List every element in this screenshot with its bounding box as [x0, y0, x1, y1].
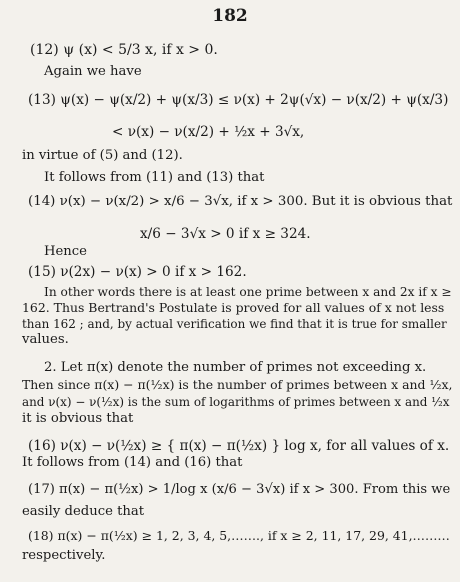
equation-13-continued: < ν(x) − ν(x/2) + ½x + 3√x,	[112, 124, 305, 140]
equation-13: (13) ψ(x) − ψ(x/2) + ψ(x/3) ≤ ν(x) + 2ψ(√x) − ν(x/2) + ψ(x/3)	[28, 92, 449, 108]
equation-16: (16) ν(x) − ν(½x) ≥ { π(x) − π(½x) } log x, for all values of x.	[28, 438, 450, 454]
text-line: and ν(x) − ν(½x) is the sum of logarithms of primes between x and ½x	[22, 395, 450, 409]
text-line: in virtue of (5) and (12).	[22, 148, 183, 163]
equation-15: (15) ν(2x) − ν(x) > 0 if x > 162.	[28, 264, 247, 280]
text-line: It follows from (14) and (16) that	[22, 455, 243, 470]
text-line: Hence	[44, 244, 87, 259]
text-line: 162. Thus Bertrand's Postulate is proved for all values of x not less	[22, 300, 445, 315]
equation-14: (14) ν(x) − ν(x/2) > x/6 − 3√x, if x > 300. But it is obvious that	[28, 194, 453, 209]
page-number: 182	[212, 6, 248, 26]
text-line: It follows from (11) and (13) that	[44, 170, 265, 185]
text-line: Then since π(x) − π(½x) is the number of primes between x and ½x,	[22, 377, 453, 392]
text-line: Again we have	[44, 64, 142, 79]
text-line: In other words there is at least one prime between x and 2x if x ≥	[44, 285, 452, 299]
equation-17: (17) π(x) − π(½x) > 1/log x (x/6 − 3√x) if x > 300. From this we	[28, 482, 451, 497]
text-line: values.	[22, 332, 69, 347]
text-line: easily deduce that	[22, 504, 145, 519]
text-line: than 162 ; and, by actual verification we find that it is true for smaller	[22, 317, 447, 331]
inequality: x/6 − 3√x > 0 if x ≥ 324.	[140, 226, 311, 242]
equation-12: (12) ψ (x) < 5/3 x, if x > 0.	[30, 42, 218, 58]
section-2-start: 2. Let π(x) denote the number of primes not exceeding x.	[44, 360, 427, 375]
text-line: it is obvious that	[22, 411, 134, 426]
equation-18: (18) π(x) − π(½x) ≥ 1, 2, 3, 4, 5,……., if x ≥ 2, 11, 17, 29, 41,………	[28, 528, 450, 543]
text-line: respectively.	[22, 548, 106, 563]
